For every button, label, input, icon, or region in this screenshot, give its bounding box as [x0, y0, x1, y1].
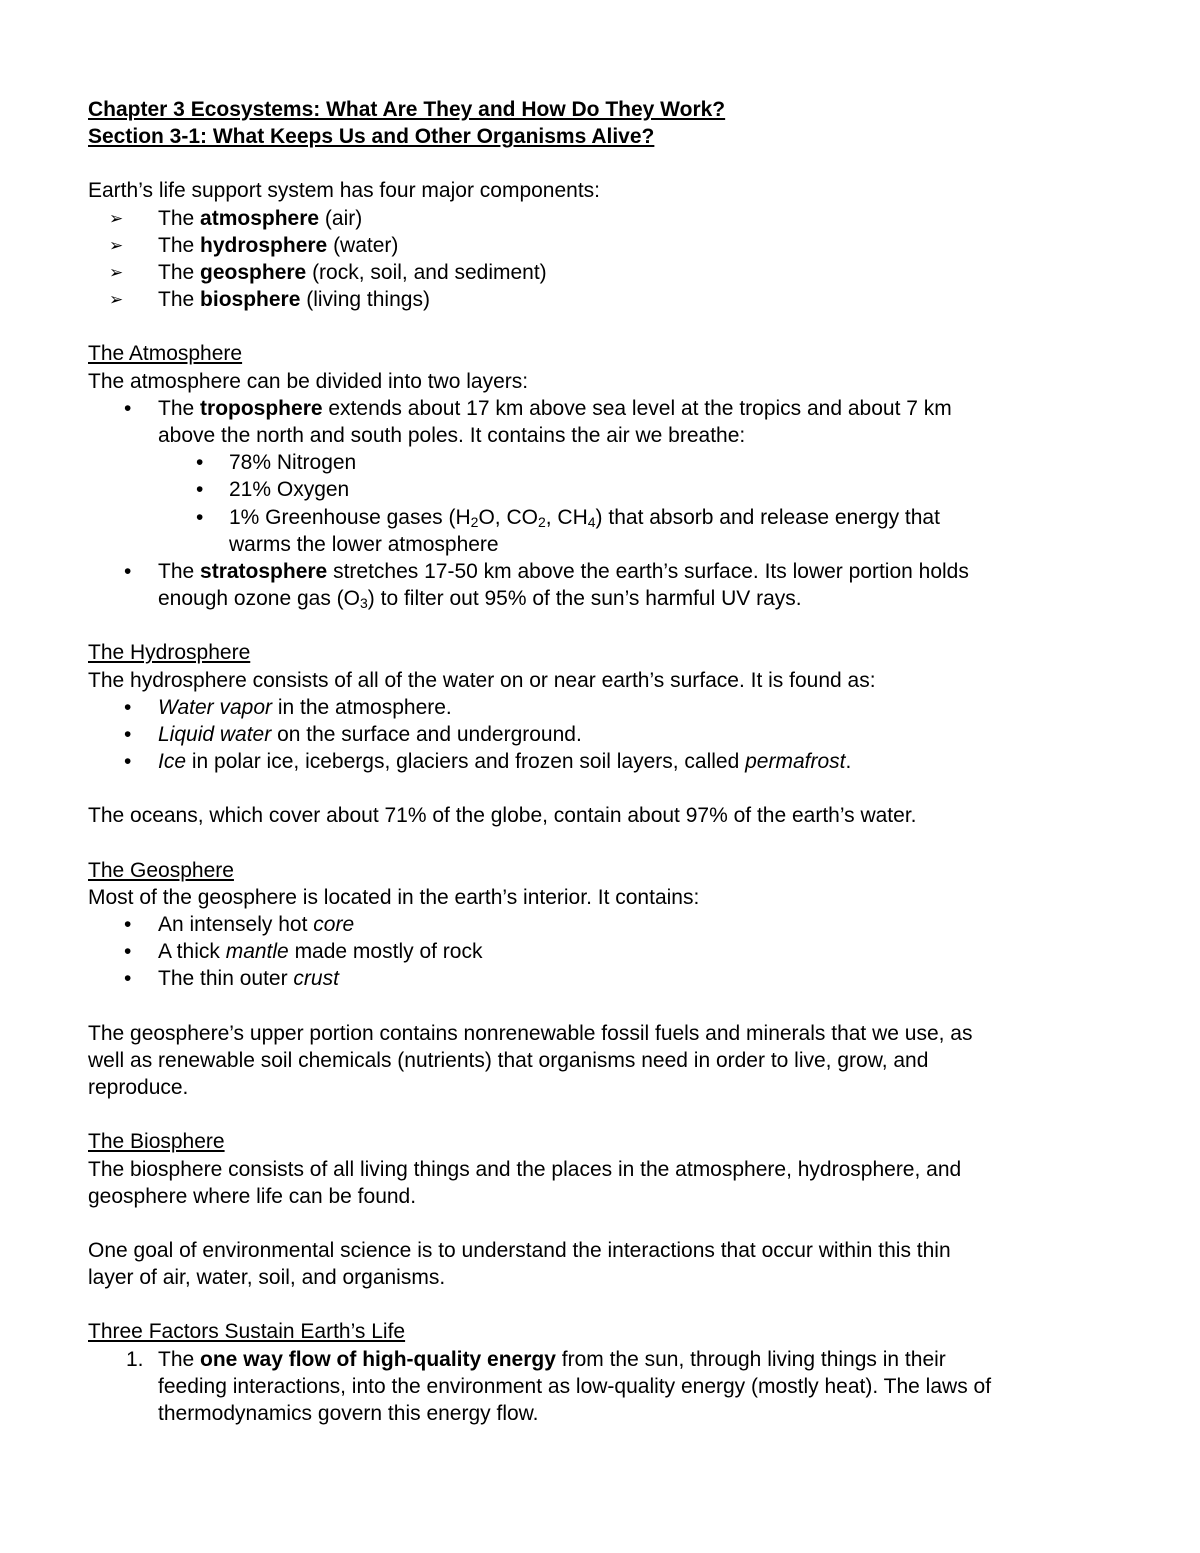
bullet-icon: •: [124, 750, 132, 774]
list-item-stratosphere: • The stratosphere stretches 17-50 km above the earth’s surface. Its lower portion holds enough ozone gas $(O_3)$ to filter out 95% of the sun’s harmful UV rays.: [88, 558, 1118, 612]
bullet-icon: •: [124, 913, 132, 937]
biosphere-paragraph: The biosphere consists of all living things and the places in the atmosphere, hydrosphere, and geosphere where life can be found.: [88, 1157, 962, 1208]
list-item-energy-flow: 1. The one way flow of high-quality energy from the sun, through living things in their feeding interactions, into the environment as low-quality energy (mostly heat). The laws of thermodynamics govern this energy flow.: [88, 1346, 1118, 1428]
section-title: Section 3-1: What Keeps Us and Other Organisms Alive?: [88, 125, 655, 149]
heading-three-factors: Three Factors Sustain Earth’s Life: [88, 1320, 406, 1344]
atmosphere-intro: The atmosphere can be divided into two layers:: [88, 369, 529, 393]
heading-atmosphere: The Atmosphere: [88, 342, 243, 366]
chapter-title: Chapter 3 Ecosystems: What Are They and How Do They Work?: [88, 98, 726, 121]
list-number: 1.: [126, 1347, 144, 1371]
component-item-atmosphere: ➢ The atmosphere (air): [88, 205, 1118, 232]
heading-biosphere: The Biosphere: [88, 1130, 225, 1154]
bullet-icon: •: [124, 396, 132, 420]
component-item-geosphere: ➢ The geosphere (rock, soil, and sediment): [88, 259, 1118, 286]
list-item-nitrogen: • 78% Nitrogen: [88, 449, 1118, 476]
hydrosphere-intro: The hydrosphere consists of all of the water on or near earth’s surface. It is found as:: [88, 668, 876, 692]
component-item-biosphere: ➢ The biosphere (living things): [88, 286, 1118, 313]
bullet-icon: •: [196, 451, 204, 475]
heading-geosphere: The Geosphere: [88, 858, 234, 882]
list-item-greenhouse-gases: • 1% Greenhouse gases ($H_2O$, $CO_2$, $CH_4$) that absorb and release energy that warms the lower atmosphere: [88, 504, 1118, 558]
list-item-water-vapor: • Water vapor in the atmosphere.: [88, 694, 1118, 721]
heading-hydrosphere: The Hydrosphere: [88, 641, 251, 665]
arrow-bullet-icon: ➢: [109, 235, 124, 255]
goal-paragraph: One goal of environmental science is to understand the interactions that occur within this thin layer of air, water, soil, and organisms.: [88, 1238, 951, 1290]
intro-text: Earth’s life support system has four major components:: [88, 179, 601, 203]
list-item-oxygen: • 21% Oxygen: [88, 476, 1118, 503]
list-item-crust: • The thin outer crust: [88, 965, 1118, 992]
list-item-mantle: • A thick mantle made mostly of rock: [88, 938, 1118, 965]
arrow-bullet-icon: ➢: [109, 208, 124, 228]
bullet-icon: •: [124, 695, 132, 719]
geosphere-paragraph: The geosphere’s upper portion contains nonrenewable fossil fuels and minerals that we use, as well as renewable soil chemicals (nutrients) that organisms need in order to live, grow, and reproduce.: [88, 1021, 973, 1100]
list-item-core: • An intensely hot core: [88, 911, 1118, 938]
document-body: [88, 96, 1118, 1427]
bullet-icon: •: [124, 940, 132, 964]
bullet-icon: •: [124, 560, 132, 584]
oceans-paragraph: The oceans, which cover about 71% of the globe, contain about 97% of the earth’s water.: [88, 804, 917, 828]
list-item-troposphere: • The troposphere extends about 17 km above sea level at the tropics and about 7 km above the north and south poles. It contains the air we breathe:: [88, 395, 1118, 449]
component-item-hydrosphere: ➢ The hydrosphere (water): [88, 232, 1118, 259]
geosphere-intro: Most of the geosphere is located in the earth’s interior. It contains:: [88, 885, 700, 909]
bullet-icon: •: [196, 505, 204, 529]
bullet-icon: •: [196, 478, 204, 502]
list-item-liquid-water: • Liquid water on the surface and underground.: [88, 721, 1118, 748]
arrow-bullet-icon: ➢: [109, 263, 124, 283]
bullet-icon: •: [124, 967, 132, 991]
list-item-ice: • Ice in polar ice, icebergs, glaciers and frozen soil layers, called permafrost.: [88, 748, 1118, 775]
arrow-bullet-icon: ➢: [109, 290, 124, 310]
bullet-icon: •: [124, 723, 132, 747]
